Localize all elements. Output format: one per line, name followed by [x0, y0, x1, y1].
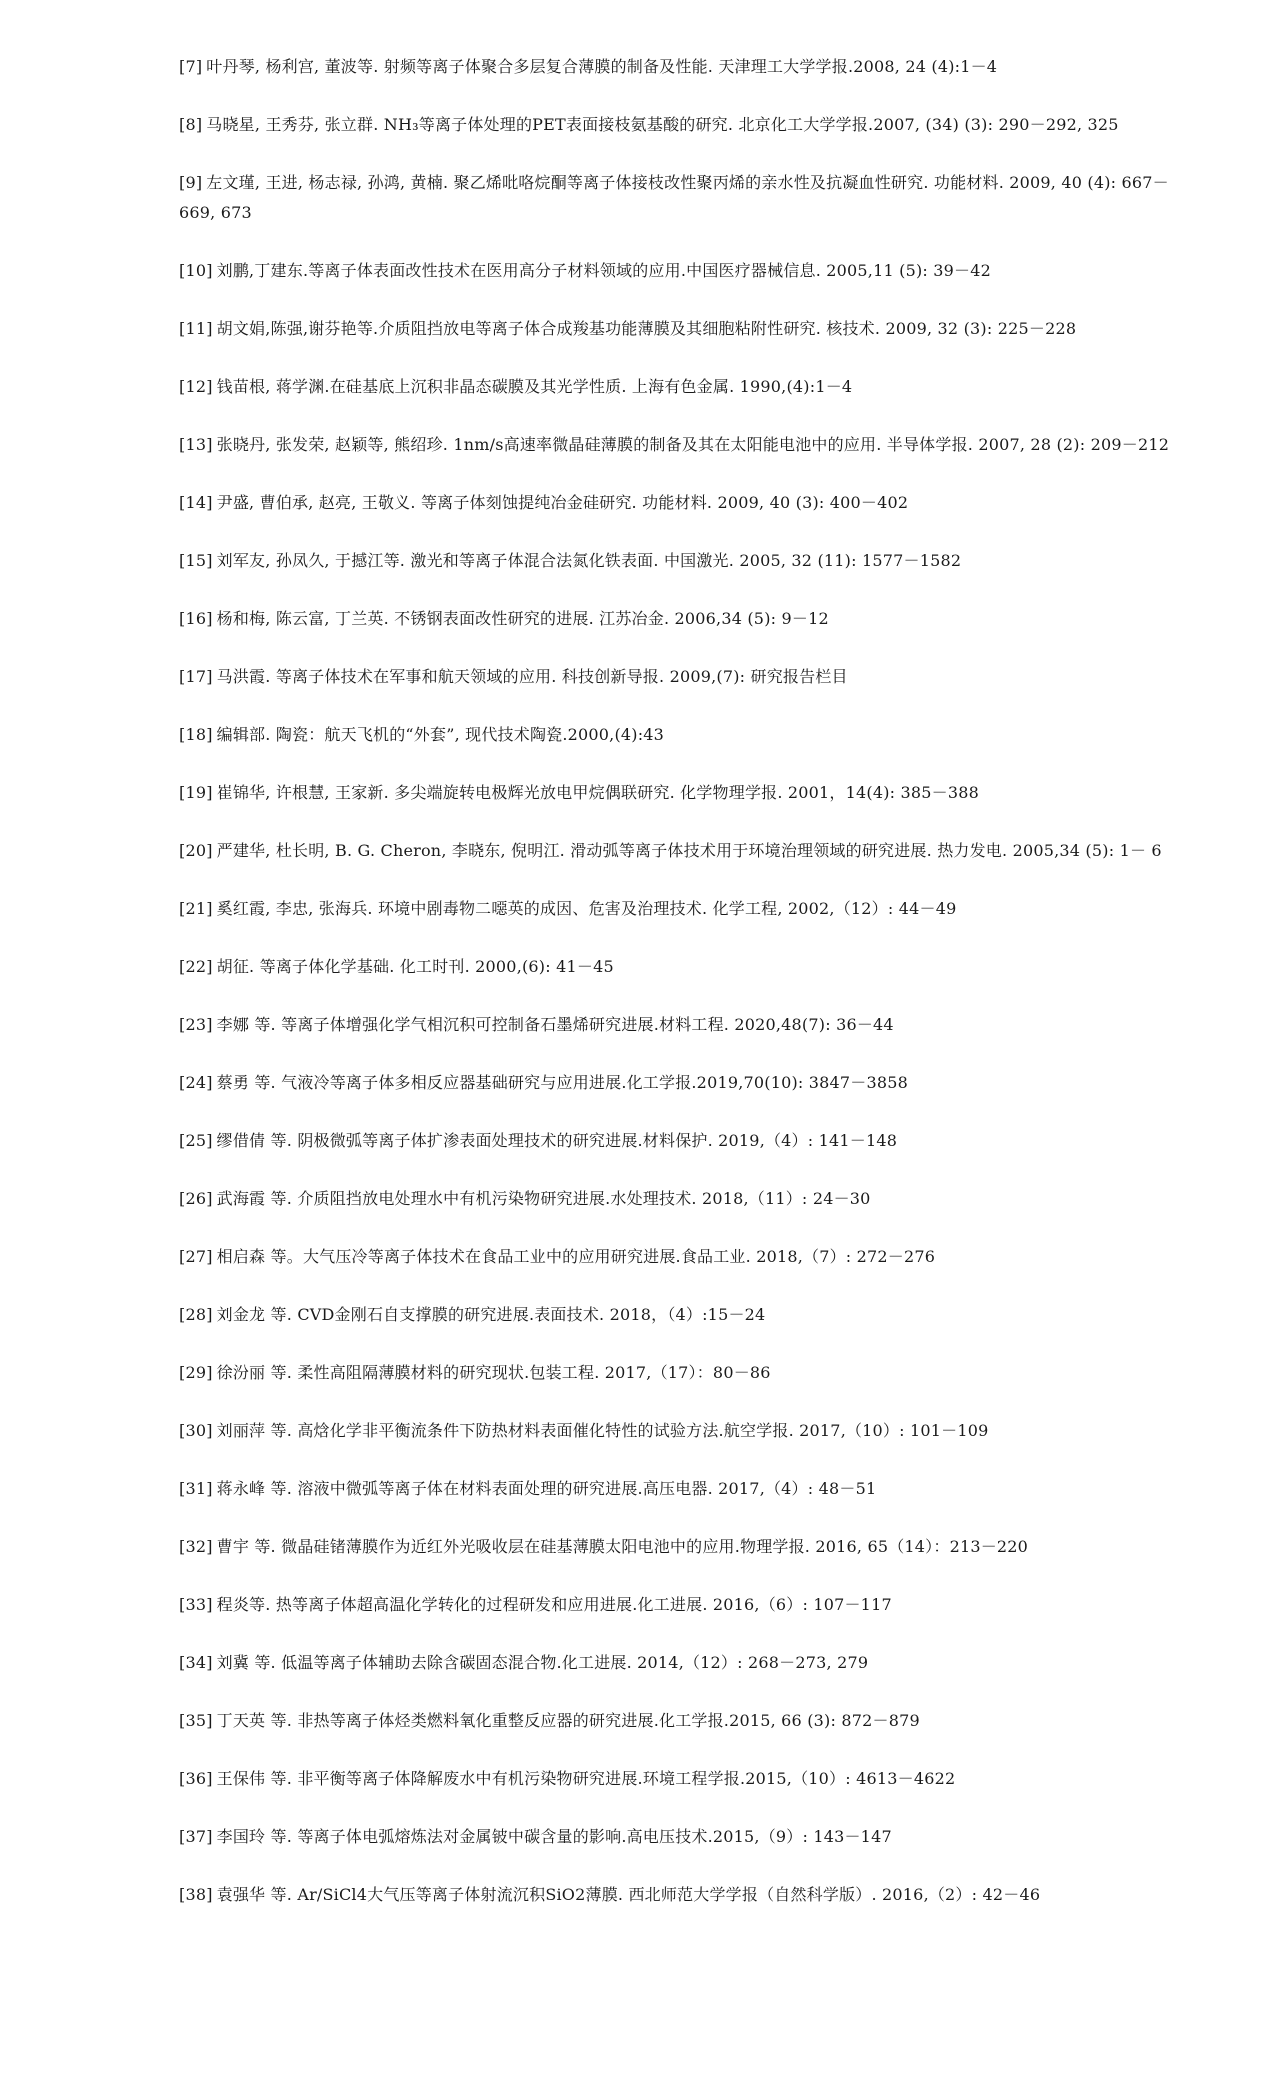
reference-text: 李国玲 等. 等离子体电弧熔炼法对金属铍中碳含量的影响.高电压技术.2015,（9）: 143－147	[216, 1827, 892, 1846]
reference-entry	[179, 1010, 1179, 1040]
reference-number: [28]	[179, 1305, 213, 1324]
reference-entry	[179, 1358, 1179, 1388]
reference-text: 马洪霞. 等离子体技术在军事和航天领域的应用. 科技创新导报. 2009,(7): 研究报告栏目	[216, 667, 848, 686]
reference-entry	[179, 1068, 1179, 1098]
reference-number: [32]	[179, 1537, 213, 1556]
reference-number: [11]	[179, 319, 213, 338]
reference-text: 编辑部. 陶瓷：航天飞机的“外套”, 现代技术陶瓷.2000,(4):43	[216, 725, 665, 744]
reference-text: 张晓丹, 张发荣, 赵颖等, 熊绍珍. 1nm/s高速率微晶硅薄膜的制备及其在太阳能电池中的应用. 半导体学报. 2007, 28 (2): 209－212	[216, 435, 1170, 454]
reference-number: [18]	[179, 725, 213, 744]
reference-number: [29]	[179, 1363, 213, 1382]
reference-number: [21]	[179, 899, 213, 918]
reference-text: 刘军友, 孙凤久, 于撼江等. 激光和等离子体混合法氮化铁表面. 中国激光. 2005, 32 (11): 1577－1582	[216, 551, 962, 570]
reference-text: 王保伟 等. 非平衡等离子体降解废水中有机污染物研究进展.环境工程学报.2015,（10）: 4613－4622	[216, 1769, 956, 1788]
reference-number: [13]	[179, 435, 213, 454]
reference-entry	[179, 1416, 1179, 1446]
reference-text: 刘金龙 等. CVD金刚石自支撑膜的研究进展.表面技术. 2018，（4）:15－24	[216, 1305, 766, 1324]
reference-entry	[179, 1590, 1179, 1620]
reference-text: 程炎等. 热等离子体超高温化学转化的过程研发和应用进展.化工进展. 2016,（6）: 107－117	[216, 1595, 892, 1614]
reference-entry	[179, 1126, 1179, 1156]
reference-text: 相启森 等。大气压冷等离子体技术在食品工业中的应用研究进展.食品工业. 2018,（7）: 272－276	[216, 1247, 936, 1266]
reference-number: [25]	[179, 1131, 213, 1150]
reference-text: 刘鹏,丁建东.等离子体表面改性技术在医用高分子材料领域的应用.中国医疗器械信息. 2005,11 (5): 39－42	[216, 261, 991, 280]
reference-entry	[179, 778, 1179, 808]
reference-entry	[179, 52, 1179, 82]
reference-entry	[179, 1706, 1179, 1736]
reference-text: 左文瑾, 王进, 杨志禄, 孙鸿, 黄楠. 聚乙烯吡咯烷酮等离子体接枝改性聚丙烯的亲水性及抗凝血性研究. 功能材料. 2009, 40 (4): 667－669, 673	[179, 173, 1169, 222]
reference-number: [33]	[179, 1595, 213, 1614]
reference-text: 钱苗根, 蒋学渊.在硅基底上沉积非晶态碳膜及其光学性质. 上海有色金属. 1990,(4):1－4	[216, 377, 853, 396]
reference-entry	[179, 372, 1179, 402]
reference-text: 缪借倩 等. 阴极微弧等离子体扩渗表面处理技术的研究进展.材料保护. 2019,（4）: 141－148	[216, 1131, 898, 1150]
reference-entry	[179, 720, 1179, 750]
reference-text: 曹宇 等. 微晶硅锗薄膜作为近红外光吸收层在硅基薄膜太阳电池中的应用.物理学报. 2016, 65（14）：213－220	[216, 1537, 1029, 1556]
reference-number: [7]	[179, 57, 203, 76]
reference-number: [16]	[179, 609, 213, 628]
reference-list	[179, 52, 1179, 1938]
reference-text: 叶丹琴, 杨利宫, 董波等. 射频等离子体聚合多层复合薄膜的制备及性能. 天津理工大学学报.2008, 24 (4):1－4	[206, 57, 998, 76]
reference-text: 武海霞 等. 介质阻挡放电处理水中有机污染物研究进展.水处理技术. 2018,（11）: 24－30	[216, 1189, 871, 1208]
reference-entry	[179, 836, 1179, 866]
reference-number: [30]	[179, 1421, 213, 1440]
reference-entry	[179, 1474, 1179, 1504]
reference-text: 李娜 等. 等离子体增强化学气相沉积可控制备石墨烯研究进展.材料工程. 2020,48(7): 36－44	[216, 1015, 894, 1034]
reference-number: [36]	[179, 1769, 213, 1788]
reference-entry	[179, 1184, 1179, 1214]
reference-number: [9]	[179, 173, 203, 192]
reference-entry	[179, 1648, 1179, 1678]
reference-entry	[179, 110, 1179, 140]
reference-number: [10]	[179, 261, 213, 280]
reference-number: [17]	[179, 667, 213, 686]
reference-entry	[179, 662, 1179, 692]
reference-text: 丁天英 等. 非热等离子体烃类燃料氧化重整反应器的研究进展.化工学报.2015, 66 (3): 872－879	[216, 1711, 920, 1730]
reference-text: 奚红霞, 李忠, 张海兵. 环境中剧毒物二噁英的成因、危害及治理技术. 化学工程, 2002,（12）: 44－49	[216, 899, 957, 918]
reference-entry	[179, 256, 1179, 286]
reference-entry	[179, 1764, 1179, 1794]
reference-number: [37]	[179, 1827, 213, 1846]
reference-number: [34]	[179, 1653, 213, 1672]
reference-text: 严建华, 杜长明, B. G. Cheron, 李晓东, 倪明江. 滑动弧等离子体技术用于环境治理领域的研究进展. 热力发电. 2005,34 (5): 1－ 6	[216, 841, 1162, 860]
reference-text: 崔锦华, 许根慧, 王家新. 多尖端旋转电极辉光放电甲烷偶联研究. 化学物理学报. 2001，14(4): 385－388	[216, 783, 980, 802]
reference-number: [22]	[179, 957, 213, 976]
reference-text: 刘丽萍 等. 高焓化学非平衡流条件下防热材料表面催化特性的试验方法.航空学报. 2017,（10）: 101－109	[216, 1421, 989, 1440]
reference-text: 徐汾丽 等. 柔性高阻隔薄膜材料的研究现状.包装工程. 2017,（17）：80－86	[216, 1363, 771, 1382]
reference-entry	[179, 894, 1179, 924]
reference-entry	[179, 1880, 1179, 1910]
reference-entry	[179, 430, 1179, 460]
reference-text: 蒋永峰 等. 溶液中微弧等离子体在材料表面处理的研究进展.高压电器. 2017,（4）: 48－51	[216, 1479, 877, 1498]
reference-number: [31]	[179, 1479, 213, 1498]
reference-entry	[179, 314, 1179, 344]
reference-entry	[179, 604, 1179, 634]
reference-number: [27]	[179, 1247, 213, 1266]
reference-number: [12]	[179, 377, 213, 396]
reference-entry	[179, 1300, 1179, 1330]
reference-number: [15]	[179, 551, 213, 570]
reference-text: 马晓星, 王秀芬, 张立群. NH₃等离子体处理的PET表面接枝氨基酸的研究. 北京化工大学学报.2007, (34) (3): 290－292, 325	[206, 115, 1119, 134]
reference-number: [35]	[179, 1711, 213, 1730]
reference-entry	[179, 168, 1179, 228]
reference-text: 胡文娟,陈强,谢芬艳等.介质阻挡放电等离子体合成羧基功能薄膜及其细胞粘附性研究. 核技术. 2009, 32 (3): 225－228	[216, 319, 1077, 338]
reference-number: [20]	[179, 841, 213, 860]
reference-number: [23]	[179, 1015, 213, 1034]
reference-text: 刘冀 等. 低温等离子体辅助去除含碳固态混合物.化工进展. 2014,（12）: 268－273, 279	[216, 1653, 869, 1672]
reference-entry	[179, 952, 1179, 982]
reference-number: [19]	[179, 783, 213, 802]
reference-number: [38]	[179, 1885, 213, 1904]
reference-text: 胡征. 等离子体化学基础. 化工时刊. 2000,(6): 41－45	[216, 957, 614, 976]
reference-entry	[179, 488, 1179, 518]
reference-entry	[179, 1822, 1179, 1852]
reference-entry	[179, 1532, 1179, 1562]
reference-number: [8]	[179, 115, 203, 134]
reference-text: 杨和梅, 陈云富, 丁兰英. 不锈钢表面改性研究的进展. 江苏冶金. 2006,34 (5): 9－12	[216, 609, 829, 628]
reference-text: 袁强华 等. Ar/SiCl4大气压等离子体射流沉积SiO2薄膜. 西北师范大学学报（自然科学版）. 2016,（2）: 42－46	[216, 1885, 1041, 1904]
reference-entry	[179, 1242, 1179, 1272]
reference-number: [24]	[179, 1073, 213, 1092]
reference-entry	[179, 546, 1179, 576]
reference-number: [26]	[179, 1189, 213, 1208]
reference-text: 蔡勇 等. 气液冷等离子体多相反应器基础研究与应用进展.化工学报.2019,70(10): 3847－3858	[216, 1073, 909, 1092]
reference-number: [14]	[179, 493, 213, 512]
reference-text: 尹盛, 曹伯承, 赵亮, 王敬义. 等离子体刻蚀提纯冶金硅研究. 功能材料. 2009, 40 (3): 400－402	[216, 493, 909, 512]
